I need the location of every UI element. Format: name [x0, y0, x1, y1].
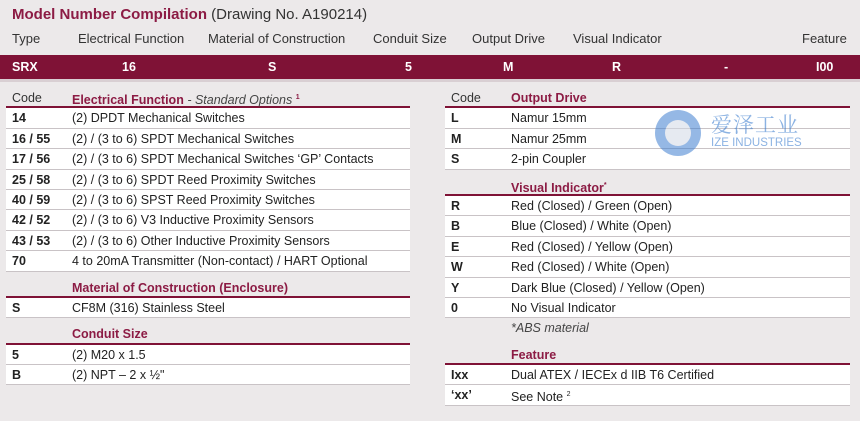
model-number-band: [0, 55, 860, 82]
table-row: R Red (Closed) / Green (Open): [445, 196, 850, 216]
feature-header: [445, 345, 850, 365]
table-row: 14 (2) DPDT Mechanical Switches: [6, 108, 410, 128]
left-options-column: [6, 88, 410, 385]
table-row: Ixx Dual ATEX / IECEx d IIB T6 Certified: [445, 365, 850, 385]
model-material: S: [268, 60, 277, 74]
visual-indicator-title: Visual Indicator*: [511, 180, 607, 195]
model-visual: R: [612, 60, 622, 74]
conduit-header: [6, 324, 410, 344]
table-row: Y Dark Blue (Closed) / Yellow (Open): [445, 278, 850, 298]
table-row: 17 / 56 (2) / (3 to 6) SPDT Mechanical Switches ‘GP’ Contacts: [6, 149, 410, 169]
header-material: Material of Construction: [208, 31, 346, 46]
model-conduit: 5: [405, 60, 412, 74]
watermark-logo-icon: [655, 110, 701, 156]
feature-title: Feature: [511, 347, 557, 362]
header-type: Type: [12, 31, 41, 46]
page-title: [12, 6, 367, 23]
conduit-title: Conduit Size: [72, 327, 148, 342]
watermark-logo: [655, 108, 835, 158]
table-row: S CF8M (316) Stainless Steel: [6, 298, 410, 318]
table-row: 16 / 55 (2) / (3 to 6) SPDT Mechanical Switches: [6, 129, 410, 149]
title-drawing-number: (Drawing No. A190214): [211, 6, 368, 23]
table-row: ‘xx’ See Note $^2$: [445, 385, 850, 405]
table-row: 5 (2) M20 x 1.5: [6, 345, 410, 365]
table-row: 70 4 to 20mA Transmitter (Non-contact) / HART Optional: [6, 251, 410, 271]
header-conduit-size: Conduit Size: [373, 31, 447, 46]
code-label: Code: [451, 91, 481, 105]
output-drive-header: [445, 88, 850, 108]
table-row: B (2) NPT – 2 x ½": [6, 365, 410, 385]
abs-material-note: *ABS material: [511, 321, 589, 336]
header-visual-indicator: Visual Indicator: [573, 31, 662, 46]
title-main: Model Number Compilation: [12, 6, 207, 23]
table-row: E Red (Closed) / Yellow (Open): [445, 237, 850, 257]
code-label: Code: [12, 91, 42, 105]
table-row: 40 / 59 (2) / (3 to 6) SPST Reed Proximity Switches: [6, 190, 410, 210]
model-output: M: [503, 60, 514, 74]
header-output-drive: Output Drive: [472, 31, 545, 46]
table-row: 43 / 53 (2) / (3 to 6) Other Inductive Proximity Sensors: [6, 231, 410, 251]
material-header: [6, 278, 410, 298]
model-electrical: 16: [122, 60, 136, 74]
table-row: B Blue (Closed) / White (Open): [445, 216, 850, 236]
table-row: W Red (Closed) / White (Open): [445, 257, 850, 277]
electrical-function-title: Electrical Function - Standard Options $^1$: [72, 93, 300, 108]
output-drive-title: Output Drive: [511, 91, 587, 105]
header-feature: Feature: [802, 31, 847, 46]
table-row: S 2-pin Coupler: [445, 149, 850, 169]
visual-indicator-header: [445, 176, 850, 196]
model-dash: -: [724, 60, 729, 74]
watermark-chinese-text: 爱泽工业: [711, 114, 799, 137]
model-feature: I00: [816, 60, 834, 74]
table-row: 0 No Visual Indicator: [445, 298, 850, 318]
table-row: L Namur 15mm: [445, 108, 850, 128]
material-title: Material of Construction (Enclosure): [72, 280, 288, 295]
table-row: 25 / 58 (2) / (3 to 6) SPDT Reed Proximity Switches: [6, 170, 410, 190]
header-electrical-function: Electrical Function: [78, 31, 185, 46]
electrical-function-header: [6, 88, 410, 108]
table-row: 42 / 52 (2) / (3 to 6) V3 Inductive Proximity Sensors: [6, 210, 410, 230]
model-type: SRX: [12, 60, 38, 74]
table-row: M Namur 25mm: [445, 129, 850, 149]
watermark-english-text: IZE INDUSTRIES: [711, 137, 802, 149]
